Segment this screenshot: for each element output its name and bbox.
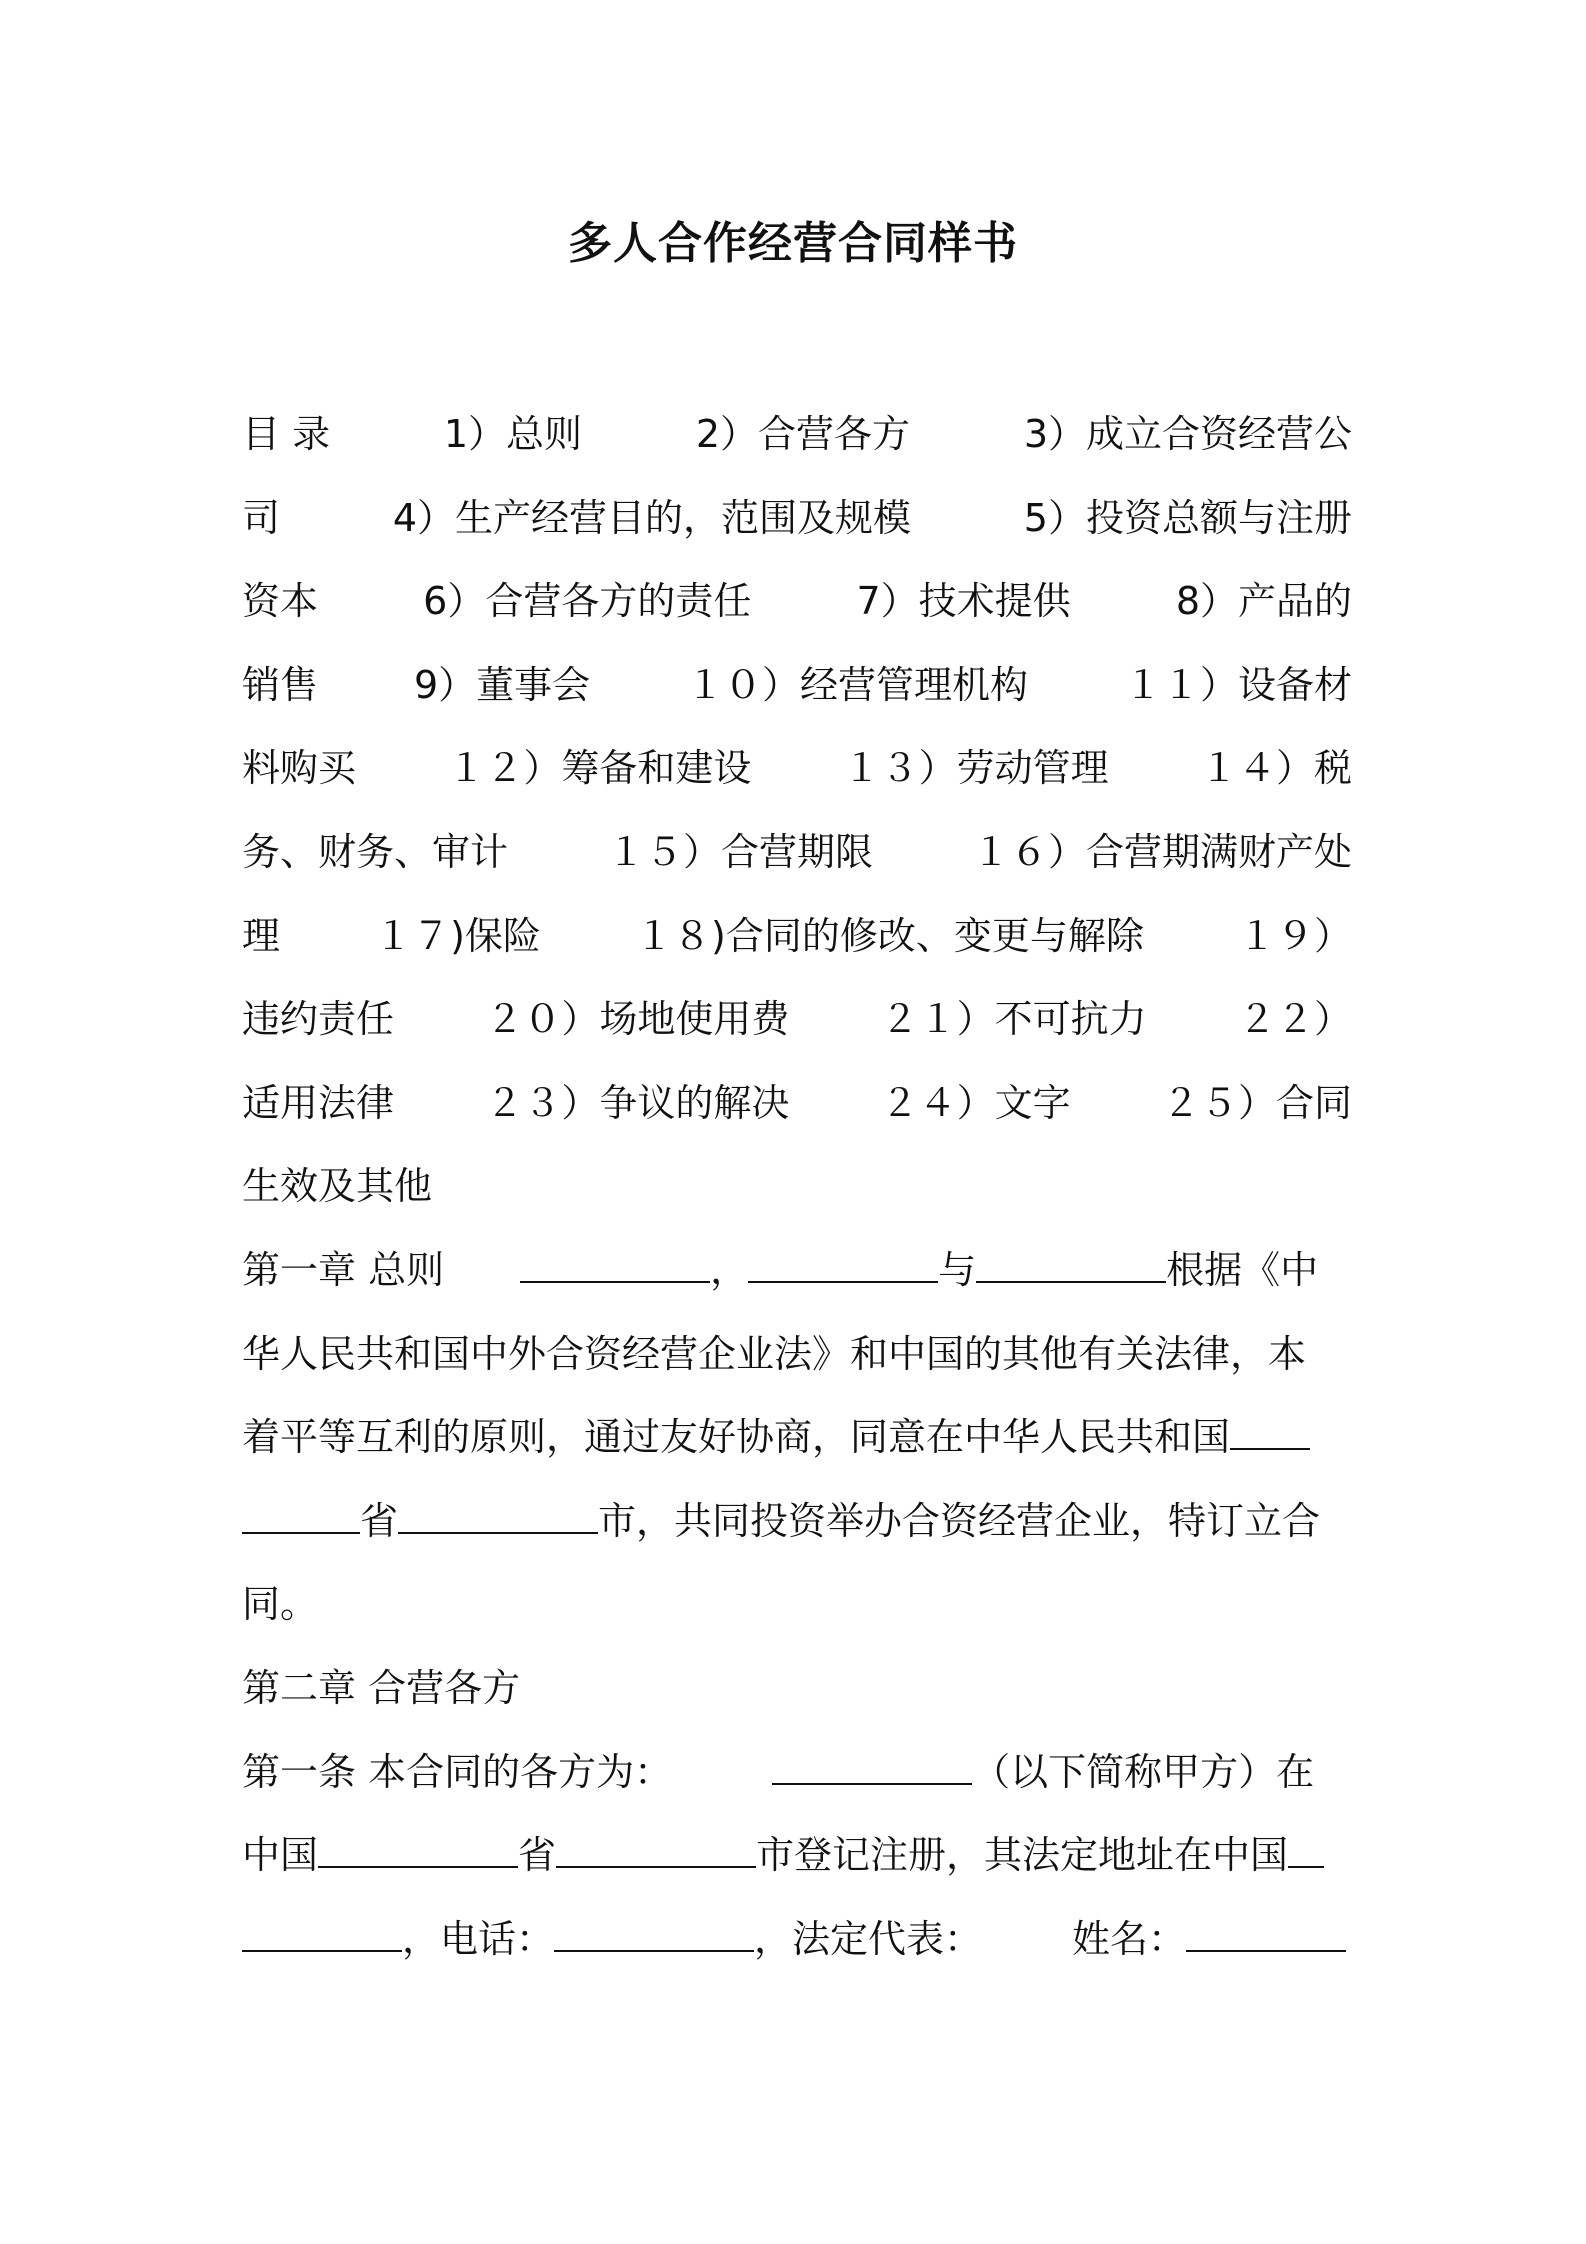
chapter2-heading: 第二章 合营各方 <box>242 1665 521 1710</box>
toc-item: 司 <box>242 495 281 540</box>
toc-item: 资本 <box>242 579 319 624</box>
toc-item: ２０）场地使用费 <box>485 997 790 1042</box>
party-blank <box>976 1241 1166 1283</box>
toc-item: １６）合营期满财产处 <box>971 829 1352 874</box>
country-blank <box>1230 1408 1310 1450</box>
toc-item: １４）税 <box>1199 746 1352 791</box>
party-blank <box>520 1241 710 1283</box>
document-body <box>242 404 1352 1992</box>
toc-line <box>242 571 1352 655</box>
toc-item: １５）合营期限 <box>606 829 873 874</box>
toc-line <box>242 822 1352 906</box>
province-blank <box>318 1826 518 1868</box>
toc-line <box>242 404 1352 488</box>
toc-line <box>242 989 1352 1073</box>
toc-item: ２２） <box>1237 997 1352 1042</box>
toc-item: 理 <box>242 913 281 958</box>
toc-item: ２３）争议的解决 <box>485 1080 790 1125</box>
toc-item: １８)合同的修改、变更与解除 <box>635 913 1144 958</box>
chapter2-line <box>242 1909 1352 1993</box>
party-a-text: （以下简称甲方）在 <box>972 1749 1315 1794</box>
city-blank <box>556 1826 756 1868</box>
toc-item: 销售 <box>242 662 319 707</box>
phone-blank <box>554 1910 754 1952</box>
toc-item: 3）成立合资经营公 <box>1023 412 1352 456</box>
chapter1-text: 市，共同投资举办合资经营企业，特订立合 <box>598 1498 1321 1543</box>
toc-line <box>242 1156 1352 1240</box>
toc-item: 4）生产经营目的，范围及规模 <box>392 495 911 540</box>
chapter2-line <box>242 1825 1352 1909</box>
toc-item: 9）董事会 <box>413 662 591 707</box>
and-text: 与 <box>938 1247 977 1292</box>
toc-item: １７)保险 <box>374 913 541 958</box>
comma-text: ， <box>710 1247 749 1292</box>
party-blank <box>748 1241 938 1283</box>
toc-item: １３）劳动管理 <box>842 746 1109 791</box>
toc-item: 料购买 <box>242 746 357 791</box>
toc-line <box>242 1073 1352 1157</box>
toc-item: ２５）合同 <box>1161 1080 1352 1125</box>
toc-item: 适用法律 <box>242 1080 395 1125</box>
toc-item: １０）经营管理机构 <box>686 662 1029 707</box>
toc-item: 5）投资总额与注册 <box>1023 495 1352 540</box>
province-text: 省 <box>518 1833 557 1878</box>
chapter1-line <box>242 1240 1352 1324</box>
name-blank <box>1186 1910 1346 1952</box>
toc-item: 1）总则 <box>443 412 583 456</box>
toc-line <box>242 488 1352 572</box>
phone-label: ，电话： <box>402 1916 555 1961</box>
registration-text: 市登记注册，其法定地址在中国 <box>756 1833 1289 1878</box>
toc-item: 2）合营各方 <box>695 412 911 456</box>
chapter1-line <box>242 1491 1352 1575</box>
chapter1-text: 同。 <box>242 1582 319 1627</box>
toc-label: 目 录 <box>242 412 331 456</box>
name-label: 姓名： <box>1072 1916 1187 1961</box>
chapter1-line <box>242 1407 1352 1491</box>
chapter2-line <box>242 1742 1352 1826</box>
chapter1-line <box>242 1324 1352 1408</box>
toc-line <box>242 738 1352 822</box>
toc-item: ２１）不可抗力 <box>880 997 1147 1042</box>
address-blank <box>242 1910 402 1952</box>
toc-item: 生效及其他 <box>242 1164 433 1209</box>
toc-item: ２４）文字 <box>880 1080 1071 1125</box>
toc-item: 违约责任 <box>242 997 395 1042</box>
toc-item: 6）合营各方的责任 <box>423 579 752 624</box>
chapter1-text: 根据《中 <box>1166 1247 1319 1292</box>
toc-item: 7）技术提供 <box>856 579 1071 624</box>
chapter1-heading: 第一章 总则 <box>242 1247 445 1292</box>
toc-line <box>242 655 1352 739</box>
document-title: 多人合作经营合同样书 <box>568 218 1018 269</box>
province-blank <box>242 1492 360 1534</box>
chapter1-text: 着平等互利的原则，通过友好协商，同意在中华人民共和国 <box>242 1415 1231 1460</box>
toc-item: １２）筹备和建设 <box>447 746 752 791</box>
province-text: 省 <box>360 1498 399 1543</box>
city-blank <box>398 1492 598 1534</box>
toc-item: 务、财务、审计 <box>242 829 509 874</box>
toc-item: １９） <box>1237 913 1352 958</box>
toc-item: 8）产品的 <box>1175 579 1352 624</box>
toc-item: １１）设备材 <box>1123 662 1352 707</box>
toc-line <box>242 906 1352 990</box>
rep-label: ，法定代表： <box>754 1916 983 1961</box>
party-a-blank <box>772 1743 972 1785</box>
address-blank <box>1288 1826 1324 1868</box>
chapter2-line <box>242 1658 1352 1742</box>
chapter1-text: 华人民共和国中外合资经营企业法》和中国的其他有关法律，本 <box>242 1331 1307 1376</box>
china-text: 中国 <box>242 1833 319 1878</box>
chapter1-line <box>242 1574 1352 1658</box>
article1-text: 第一条 本合同的各方为： <box>242 1749 673 1794</box>
